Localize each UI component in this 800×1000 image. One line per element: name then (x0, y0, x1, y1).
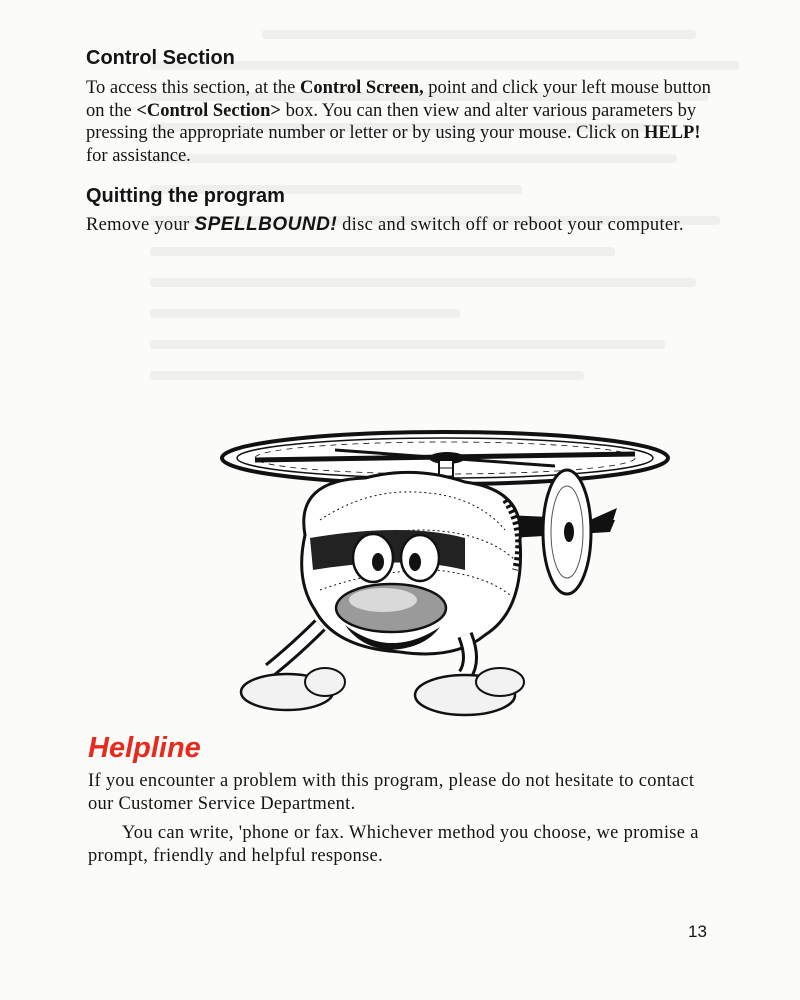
helpline-paragraph-2: You can write, 'phone or fax. Whichever method you choose, we promise a prompt, friendly and helpful response. (88, 823, 699, 866)
control-section-paragraph: To access this section, at the Control Screen, point and click your left mouse button on the <Control Section> box. You can then view and alter various parameters by pressing the appropriate number or letter or by using your mouse. Click on HELP! for assistance. (86, 78, 711, 166)
quitting-heading: Quitting the program (86, 185, 285, 207)
helicopter-mascot-illustration (215, 420, 695, 740)
spellbound-brand: SPELLBOUND! (194, 214, 338, 235)
control-section-heading: Control Section (86, 47, 235, 69)
helpline-heading: Helpline (88, 732, 201, 764)
page-number: 13 (688, 922, 707, 941)
quitting-paragraph: Remove your SPELLBOUND! disc and switch off or reboot your computer. (86, 214, 684, 235)
helpline-paragraph-1: If you encounter a problem with this program, please do not hesitate to contact our Customer Service Department. (88, 771, 695, 814)
